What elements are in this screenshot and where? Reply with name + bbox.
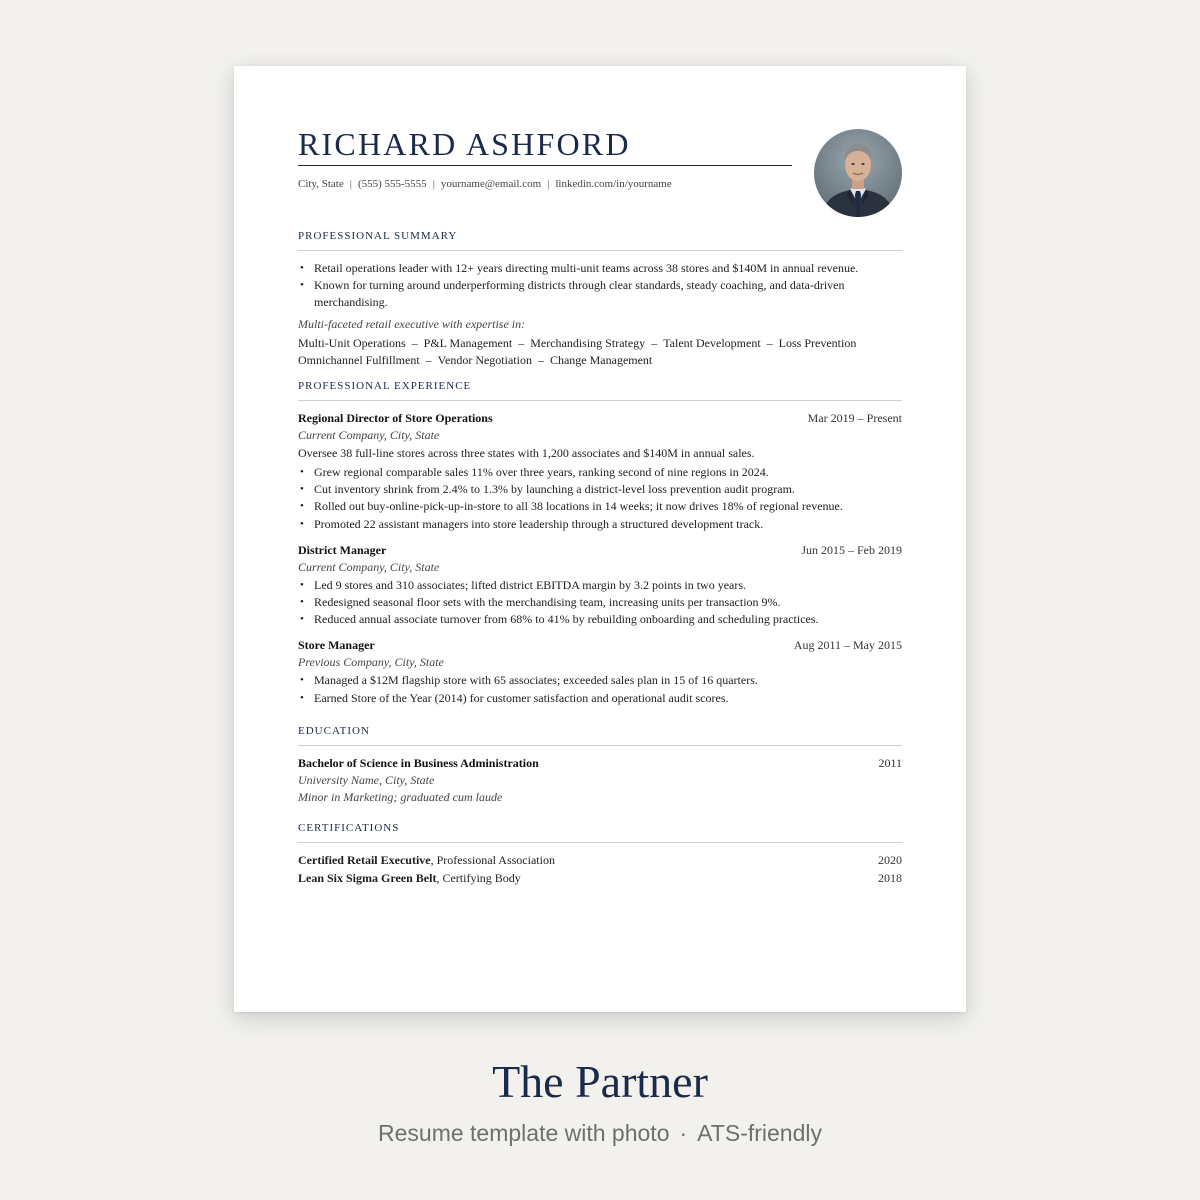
job-description: Oversee 38 full-line stores across three states with 1,200 associates and $140M in annual sales.	[298, 446, 755, 460]
template-title: The Partner	[492, 1056, 708, 1107]
certifications-section	[298, 821, 902, 887]
certification-name: Certified Retail Executive	[298, 853, 431, 867]
resume-name: RICHARD ASHFORD	[298, 126, 631, 162]
template-subtitle	[0, 1118, 1200, 1148]
section-title-experience: PROFESSIONAL EXPERIENCE	[298, 379, 902, 401]
subtitle-right: ATS-friendly	[697, 1120, 822, 1146]
job-bullet: • Managed a $12M flagship store with 65 associates; exceeded sales plan in 15 of 16 quarters.	[298, 672, 902, 689]
job-company: Current Company, City, State	[298, 559, 440, 574]
job-bullet: • Earned Store of the Year (2014) for customer satisfaction and operational audit scores.	[298, 690, 902, 707]
job-header	[298, 542, 902, 559]
certification-row	[298, 852, 902, 869]
expertise-item: Loss Prevention	[778, 335, 857, 350]
certification-issuer: , Professional Association	[430, 853, 555, 867]
job-bullet: • Promoted 22 assistant managers into store leadership through a structured development track.	[298, 516, 902, 533]
expertise-line: Omnichannel Fulfillment – Vendor Negotiation – Change Management	[298, 352, 653, 367]
section-title-summary: PROFESSIONAL SUMMARY	[298, 229, 902, 251]
expertise-item: Talent Development	[663, 335, 761, 350]
certification	[298, 870, 521, 887]
job-title: Store Manager	[298, 638, 375, 653]
education-section	[298, 724, 902, 806]
job-company: Previous Company, City, State	[298, 655, 444, 670]
job-title: District Manager	[298, 542, 387, 557]
contact-linkedin: linkedin.com/in/yourname	[555, 178, 672, 190]
job-entry	[298, 410, 902, 533]
job-dates: Mar 2019 – Present	[807, 411, 902, 425]
job-bullet: • Reduced annual associate turnover from 68% to 41% by rebuilding onboarding and scheduling practices.	[298, 611, 902, 628]
portrait-image	[814, 129, 902, 217]
expertise-item: Omnichannel Fulfillment	[298, 352, 420, 367]
expertise-intro: Multi-faceted retail executive with expertise in:	[298, 316, 526, 331]
job-dates: Jun 2015 – Feb 2019	[801, 542, 902, 557]
job-bullet: • Rolled out buy-online-pick-up-in-store to all 38 locations in 14 weeks; it now drives 18% of regional revenue.	[298, 498, 902, 515]
job-entry	[298, 542, 902, 629]
section-title-education: EDUCATION	[298, 724, 902, 746]
subtitle-separator: ·	[679, 1120, 688, 1146]
contact-phone: (555) 555-5555	[357, 178, 427, 190]
expertise-item: Multi-Unit Operations	[298, 335, 406, 350]
degree: Bachelor of Science in Business Administration	[298, 756, 539, 770]
education-note: Minor in Marketing; graduated cum laude	[298, 790, 503, 804]
contact-email: yourname@email.com	[440, 178, 542, 190]
contact-separator: |	[349, 178, 352, 190]
job-bullet: • Cut inventory shrink from 2.4% to 1.3% by launching a district-level loss prevention audit program.	[298, 481, 902, 498]
job-dates: Aug 2011 – May 2015	[793, 638, 902, 653]
job-title: Regional Director of Store Operations	[298, 411, 493, 425]
expertise-item: P&L Management	[423, 335, 513, 350]
job-bullet: • Led 9 stores and 310 associates; lifted district EBITDA margin by 3.2 points in two years.	[298, 577, 902, 594]
job-bullet: • Grew regional comparable sales 11% over three years, ranking second of nine regions in 2024.	[298, 464, 902, 481]
certification-issuer: , Certifying Body	[436, 871, 521, 885]
contact-separator: |	[432, 178, 435, 190]
expertise-item: Change Management	[549, 352, 653, 367]
job-bullets	[298, 464, 902, 533]
expertise-item: Vendor Negotiation	[437, 352, 532, 367]
contact-separator: |	[547, 178, 550, 190]
graduation-year: 2011	[878, 756, 902, 770]
job-bullets	[298, 672, 902, 706]
job-header	[298, 410, 902, 427]
job-company: Current Company, City, State	[298, 428, 440, 442]
summary-bullet: • Retail operations leader with 12+ years directing multi-unit teams across 38 stores and $140M in annual revenue.	[298, 260, 902, 277]
job-entry	[298, 637, 902, 706]
job-header	[298, 637, 902, 654]
summary-bullets	[298, 260, 902, 312]
contact-location: City, State	[298, 178, 344, 190]
certification-name: Lean Six Sigma Green Belt	[298, 871, 437, 885]
section-title-certifications: CERTIFICATIONS	[298, 821, 902, 843]
profile-photo	[814, 129, 902, 217]
contact-line	[298, 176, 672, 192]
summary-bullet: • Known for turning around underperforming districts through clear standards, steady coaching, and data-driven merchandising.	[298, 277, 902, 311]
job-bullets	[298, 577, 902, 629]
expertise-item: Merchandising Strategy	[530, 335, 646, 350]
subtitle-left: Resume template with photo	[378, 1120, 670, 1146]
school: University Name, City, State	[298, 773, 435, 787]
summary-section	[298, 229, 902, 369]
name-divider	[298, 165, 792, 166]
certification-row	[298, 870, 902, 887]
certification-year: 2020	[878, 853, 902, 867]
experience-section	[298, 379, 902, 707]
certification-year: 2018	[878, 871, 902, 885]
certification	[298, 852, 555, 869]
resume-page	[234, 66, 966, 1012]
expertise-line: Multi-Unit Operations – P&L Management – Merchandising Strategy – Talent Development – Loss Prevention	[298, 335, 857, 350]
job-bullet: • Redesigned seasonal floor sets with the merchandising team, increasing units per transaction 9%.	[298, 594, 902, 611]
education-header	[298, 755, 902, 772]
